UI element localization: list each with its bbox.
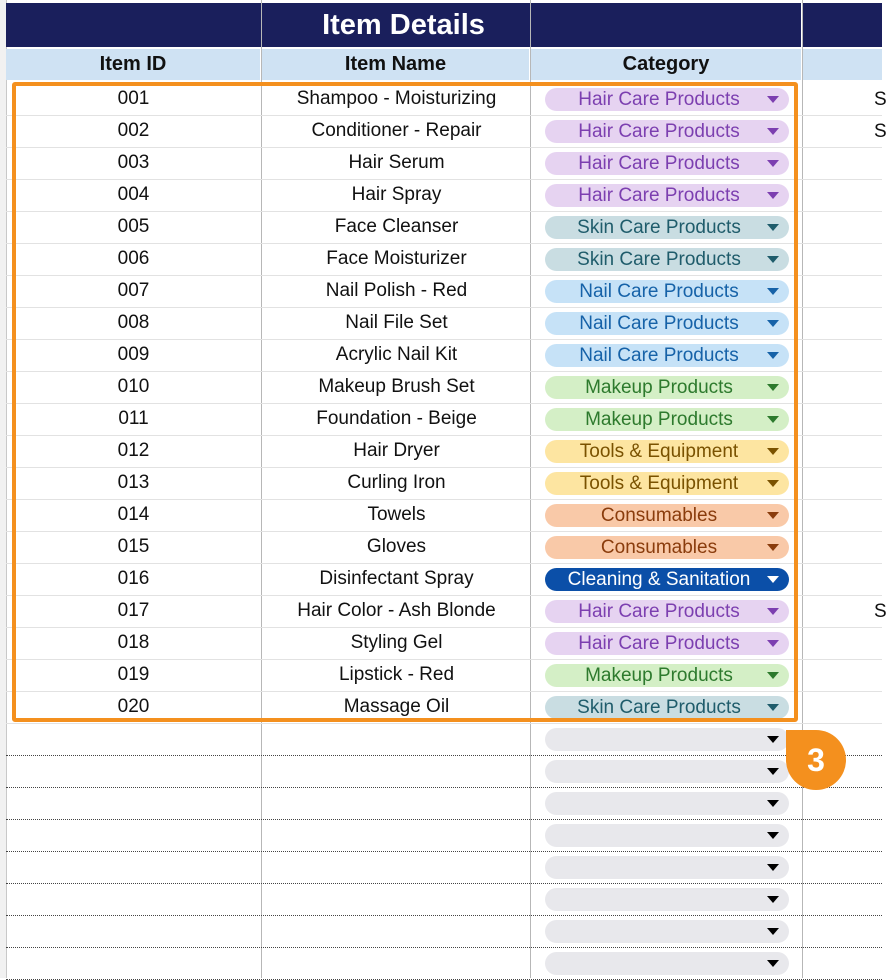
chevron-down-icon[interactable] [767, 576, 779, 583]
chevron-down-icon[interactable] [767, 960, 779, 967]
category-dropdown[interactable] [545, 696, 789, 719]
header-item-name-label: Item Name [344, 53, 447, 75]
chevron-down-icon[interactable] [767, 352, 779, 359]
category-dropdown-value: Skin Care Products [577, 248, 741, 270]
item-id-cell[interactable]: 001 [117, 88, 150, 109]
table-row [6, 115, 887, 148]
table-row [6, 83, 887, 116]
category-dropdown[interactable] [545, 152, 789, 175]
next-column-cell-text: S [874, 89, 887, 110]
category-dropdown-value: Nail Care Products [579, 312, 739, 334]
item-id-cell[interactable]: 011 [118, 408, 149, 429]
chevron-down-icon[interactable] [767, 832, 779, 839]
item-name-cell[interactable]: Disinfectant Spray [319, 568, 474, 589]
item-name-cell[interactable]: Styling Gel [350, 632, 443, 653]
category-dropdown-value: Cleaning & Sanitation [567, 568, 751, 590]
section-title[interactable] [6, 3, 801, 47]
table-row [6, 211, 882, 244]
chevron-down-icon[interactable] [767, 736, 779, 743]
table-row [6, 243, 882, 276]
item-id-cell[interactable]: 013 [117, 472, 150, 493]
item-id-cell[interactable]: 004 [117, 184, 150, 205]
next-column-cell-text: S [874, 121, 887, 142]
table-row [6, 531, 882, 564]
category-dropdown-value: Hair Care Products [578, 184, 740, 206]
empty-table-row[interactable] [6, 755, 882, 788]
category-dropdown[interactable] [545, 440, 789, 463]
title-bar-next-column[interactable] [803, 3, 882, 47]
item-name-cell[interactable]: Face Moisturizer [326, 248, 467, 269]
table-row [6, 499, 882, 532]
table-row [6, 307, 882, 340]
item-name-cell[interactable]: Nail File Set [345, 312, 448, 333]
category-dropdown-value: Makeup Products [585, 408, 733, 430]
category-dropdown-value: Nail Care Products [579, 344, 739, 366]
category-dropdown-empty[interactable] [545, 920, 789, 943]
item-id-cell[interactable]: 020 [117, 696, 150, 717]
category-dropdown-empty[interactable] [545, 760, 789, 783]
chevron-down-icon[interactable] [767, 128, 779, 135]
chevron-down-icon[interactable] [767, 800, 779, 807]
chevron-down-icon[interactable] [767, 256, 779, 263]
table-row [6, 691, 882, 724]
section-title-text: Item Details [322, 8, 485, 41]
item-id-cell[interactable]: 010 [117, 376, 150, 397]
chevron-down-icon[interactable] [767, 416, 779, 423]
category-dropdown[interactable] [545, 88, 789, 111]
category-dropdown-value: Hair Care Products [578, 632, 740, 654]
chevron-down-icon[interactable] [767, 288, 779, 295]
category-dropdown-value: Hair Care Products [578, 600, 740, 622]
category-dropdown-empty[interactable] [545, 856, 789, 879]
item-name-cell[interactable]: Foundation - Beige [316, 408, 477, 429]
item-id-cell[interactable]: 014 [117, 504, 150, 525]
chevron-down-icon[interactable] [767, 544, 779, 551]
header-item-id-label: Item ID [99, 53, 167, 75]
header-category-label: Category [622, 53, 710, 75]
chevron-down-icon[interactable] [767, 864, 779, 871]
item-name-cell[interactable]: Acrylic Nail Kit [335, 344, 458, 365]
item-id-cell[interactable]: 018 [117, 632, 150, 653]
category-dropdown-value: Hair Care Products [578, 120, 740, 142]
chevron-down-icon[interactable] [767, 96, 779, 103]
category-dropdown-empty[interactable] [545, 824, 789, 847]
chevron-down-icon[interactable] [767, 384, 779, 391]
item-name-cell[interactable]: Gloves [366, 536, 427, 557]
category-dropdown[interactable] [545, 248, 789, 271]
empty-table-row[interactable] [6, 915, 882, 948]
category-dropdown[interactable] [545, 472, 789, 495]
table-row [6, 339, 882, 372]
category-dropdown[interactable] [545, 568, 789, 591]
chevron-down-icon[interactable] [767, 704, 779, 711]
category-dropdown-empty[interactable] [545, 728, 789, 751]
item-id-cell[interactable]: 008 [117, 312, 150, 333]
category-dropdown[interactable] [545, 216, 789, 239]
category-dropdown[interactable] [545, 312, 789, 335]
category-dropdown-empty[interactable] [545, 792, 789, 815]
table-row [6, 627, 882, 660]
chevron-down-icon[interactable] [767, 480, 779, 487]
table-row [6, 435, 882, 468]
item-name-cell[interactable]: Massage Oil [343, 696, 450, 717]
category-dropdown[interactable] [545, 664, 789, 687]
empty-table-row[interactable] [6, 819, 882, 852]
chevron-down-icon[interactable] [767, 928, 779, 935]
category-dropdown[interactable] [545, 600, 789, 623]
step-badge [786, 730, 846, 790]
table-row [6, 179, 882, 212]
item-id-cell[interactable]: 002 [117, 120, 150, 141]
empty-table-row[interactable] [6, 883, 882, 916]
item-name-cell[interactable]: Hair Spray [351, 184, 442, 205]
category-dropdown-value: Consumables [600, 536, 718, 558]
category-dropdown[interactable] [545, 376, 789, 399]
category-dropdown[interactable] [545, 344, 789, 367]
item-id-cell[interactable]: 017 [117, 600, 150, 621]
table-row [6, 563, 882, 596]
table-row [6, 371, 882, 404]
item-name-cell[interactable]: Face Cleanser [334, 216, 459, 237]
category-dropdown-value: Consumables [600, 504, 718, 526]
item-name-cell[interactable]: Shampoo - Moisturizing [296, 88, 497, 109]
item-name-cell[interactable]: Conditioner - Repair [311, 120, 482, 141]
header-next-column[interactable] [803, 49, 882, 80]
item-name-cell[interactable]: Hair Color - Ash Blonde [297, 600, 496, 621]
category-dropdown-empty[interactable] [545, 888, 789, 911]
item-id-cell[interactable]: 003 [117, 152, 150, 173]
chevron-down-icon[interactable] [767, 160, 779, 167]
item-id-cell[interactable]: 016 [117, 568, 150, 589]
header-item-name[interactable] [262, 49, 529, 80]
category-dropdown-value: Makeup Products [585, 664, 733, 686]
chevron-down-icon[interactable] [767, 192, 779, 199]
chevron-down-icon[interactable] [767, 768, 779, 775]
empty-table-row[interactable] [6, 851, 882, 884]
category-dropdown-value: Skin Care Products [577, 216, 741, 238]
category-dropdown-value: Hair Care Products [578, 88, 740, 110]
empty-table-row[interactable] [6, 723, 882, 756]
item-name-cell[interactable]: Hair Dryer [353, 440, 440, 461]
item-name-cell[interactable]: Makeup Brush Set [318, 376, 475, 397]
item-id-cell[interactable]: 005 [117, 216, 150, 237]
category-dropdown[interactable] [545, 536, 789, 559]
category-dropdown-value: Tools & Equipment [579, 440, 739, 462]
item-id-cell[interactable]: 019 [117, 664, 150, 685]
chevron-down-icon[interactable] [767, 320, 779, 327]
item-id-cell[interactable]: 012 [117, 440, 150, 461]
item-name-cell[interactable]: Hair Serum [348, 152, 445, 173]
table-row [6, 275, 882, 308]
table-row [6, 595, 887, 628]
category-dropdown[interactable] [545, 280, 789, 303]
category-dropdown[interactable] [545, 184, 789, 207]
header-item-id[interactable] [6, 49, 260, 80]
empty-table-row[interactable] [6, 787, 882, 820]
category-dropdown[interactable] [545, 120, 789, 143]
header-category[interactable] [531, 49, 801, 80]
item-name-cell[interactable]: Nail Polish - Red [325, 280, 468, 301]
category-dropdown-value: Nail Care Products [579, 280, 739, 302]
table-row [6, 403, 882, 436]
chevron-down-icon[interactable] [767, 224, 779, 231]
category-dropdown-value: Skin Care Products [577, 696, 741, 718]
category-dropdown[interactable] [545, 408, 789, 431]
chevron-down-icon[interactable] [767, 448, 779, 455]
table-row [6, 467, 882, 500]
chevron-down-icon[interactable] [767, 672, 779, 679]
chevron-down-icon[interactable] [767, 608, 779, 615]
item-name-cell[interactable]: Curling Iron [347, 472, 446, 493]
item-id-cell[interactable]: 015 [117, 536, 150, 557]
next-column-cell-text: S [874, 601, 887, 622]
chevron-down-icon[interactable] [767, 640, 779, 647]
item-name-cell[interactable]: Lipstick - Red [338, 664, 455, 685]
table-row [6, 659, 882, 692]
step-badge-number: 3 [807, 741, 825, 778]
chevron-down-icon[interactable] [767, 512, 779, 519]
item-id-cell[interactable]: 009 [117, 344, 150, 365]
chevron-down-icon[interactable] [767, 896, 779, 903]
category-dropdown[interactable] [545, 632, 789, 655]
item-name-cell[interactable]: Towels [367, 504, 426, 525]
category-dropdown-value: Hair Care Products [578, 152, 740, 174]
table-row [6, 147, 882, 180]
category-dropdown[interactable] [545, 504, 789, 527]
empty-table-row[interactable] [6, 947, 882, 980]
category-dropdown-value: Makeup Products [585, 376, 733, 398]
category-dropdown-empty[interactable] [545, 952, 789, 975]
item-id-cell[interactable]: 006 [117, 248, 150, 269]
category-dropdown-value: Tools & Equipment [579, 472, 739, 494]
item-id-cell[interactable]: 007 [117, 280, 150, 301]
